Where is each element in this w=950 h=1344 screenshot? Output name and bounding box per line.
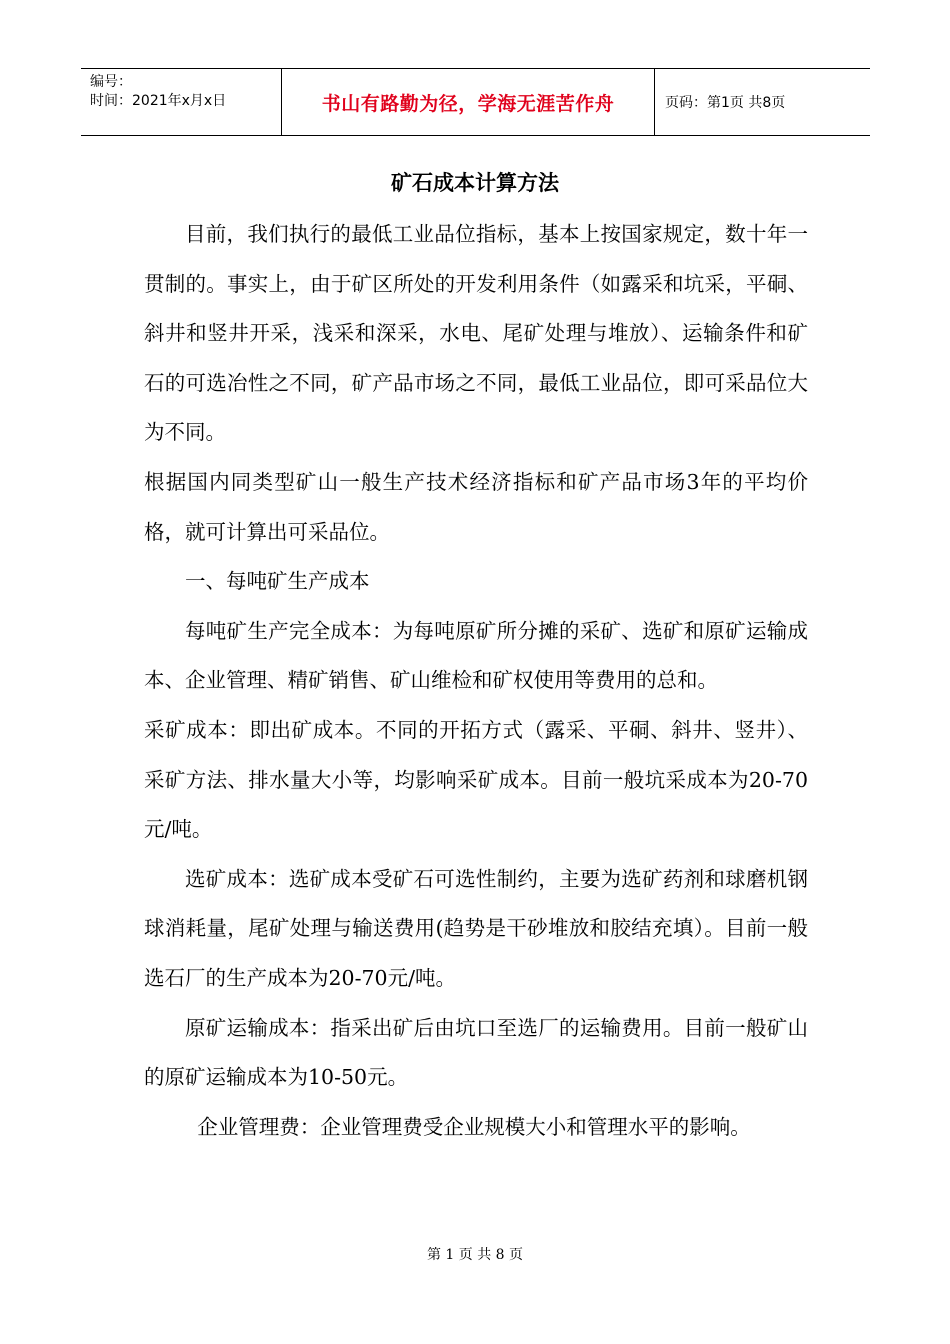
document-title: 矿石成本计算方法 (391, 170, 559, 195)
paragraph: 目前，我们执行的最低工业品位指标，基本上按国家规定，数十年一贯制的。事实上，由于矿区所处的开发利用条件（如露采和坑采，平硐、斜井和竖井开采，浅采和深采，水电、尾矿处理与堆放）、运输条件和矿石的可选冶性之不同，矿产品市场之不同，最低工业品位，即可采品位大为不同。 (144, 222, 808, 445)
paragraph: 根据国内同类型矿山一般生产技术经济指标和矿产品市场3年的平均价格，就可计算出可采品位。 (144, 469, 808, 544)
paragraph: 每吨矿生产完全成本：为每吨原矿所分摊的采矿、选矿和原矿运输成本、企业管理、精矿销售、矿山维检和矿权使用等费用的总和。 (144, 618, 808, 693)
header-motto: 书山有路勤为径，学海无涯苦作舟 (282, 69, 655, 135)
document-number-label: 编号： (90, 74, 132, 90)
document-body (144, 210, 808, 1152)
paragraph: 企业管理费：企业管理费受企业规模大小和管理水平的影响。 (197, 1114, 751, 1139)
paragraph: 原矿运输成本：指采出矿后由坑口至选厂的运输费用。目前一般矿山的原矿运输成本为10-50元。 (144, 1015, 808, 1090)
paragraph: 采矿成本：即出矿成本。不同的开拓方式（露采、平硐、斜井、竖井）、采矿方法、排水量大小等，均影响采矿成本。目前一般坑采成本为20-70元/吨。 (144, 717, 808, 842)
header-page-info: 页码：第1页 共8页 (665, 95, 786, 111)
document-date-label: 时间：2021年x月x日 (90, 93, 227, 109)
section-heading: 一、每吨矿生产成本 (185, 569, 370, 594)
page-footer: 第 1 页 共 8 页 (426, 1247, 524, 1263)
paragraph: 选矿成本：选矿成本受矿石可选性制约，主要为选矿药剂和球磨机钢球消耗量，尾矿处理与输送费用(趋势是干砂堆放和胶结充填）。目前一般选石厂的生产成本为20-70元/吨。 (144, 866, 808, 990)
document-header (81, 68, 870, 136)
header-meta-cell (81, 69, 282, 135)
